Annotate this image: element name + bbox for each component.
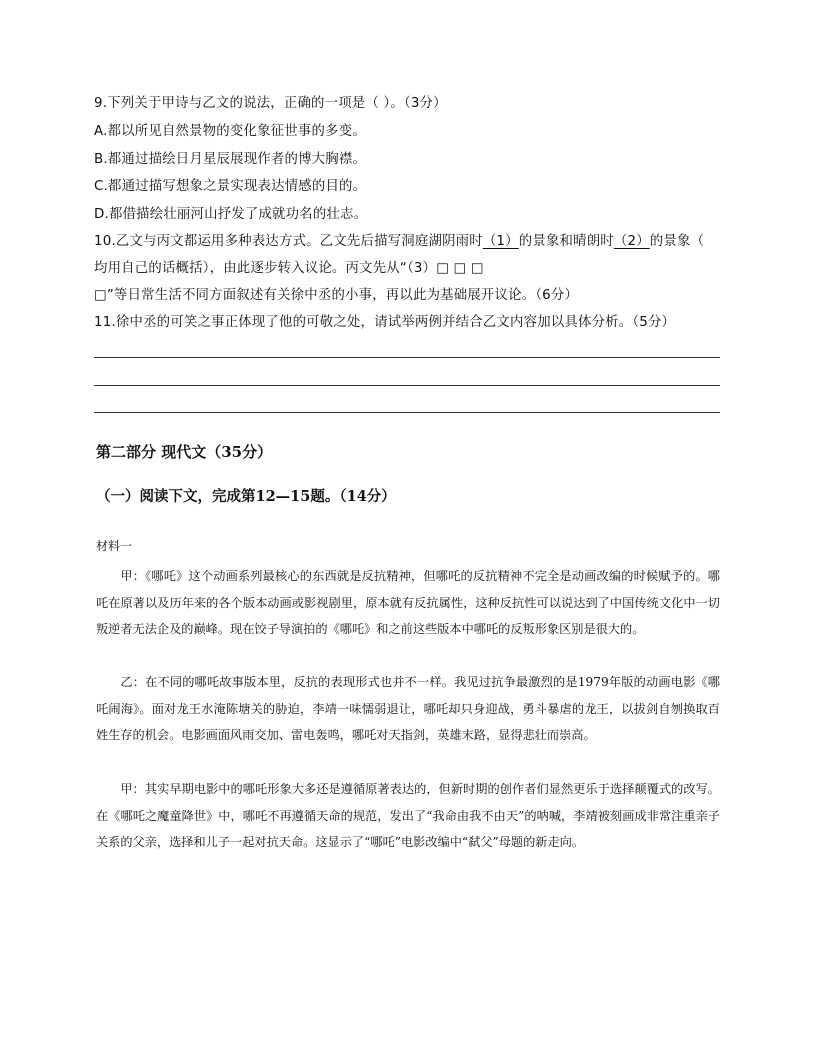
section-subtitle: （一）阅读下文，完成第12—15题。（14分） — [96, 488, 396, 505]
material-label: 材料一 — [96, 539, 133, 553]
question-10-line-2: 均用自己的话概括），由此逐步转入议论。丙文先从“（3）□ □ □ — [94, 261, 484, 276]
material-paragraph-3: 甲：其实早期电影中的哪吒形象大多还是遵循原著表达的，但新时期的创作者们显然更乐于选择颠覆式的改写。在《哪吒之魔童降世》中，哪吒不再遵循天命的规范，发出了“我命由我不由天”的呐喊，李靖被刻画成非常注重亲子关系的父亲，选择和儿子一起对抗天命。这显示了“哪吒”电影改编中“弑父”母题的新走向。 — [96, 782, 720, 850]
section-title: 第二部分 现代文（35分） — [96, 443, 273, 461]
question-11-stem: 11.徐中丞的可笑之事正体现了他的可敬之处，请试举两例并结合乙文内容加以具体分析。（5分） — [94, 315, 676, 330]
answer-line-3 — [94, 412, 720, 413]
question-10-blank-2: （2） — [613, 234, 650, 249]
question-10-text-c: 的景象（ — [649, 234, 705, 249]
answer-line-2 — [94, 385, 720, 386]
question-9-option-b: B.都通过描绘日月星辰展现作者的博大胸襟。 — [94, 152, 367, 167]
question-9-option-d: D.都借描绘壮丽河山抒发了成就功名的壮志。 — [94, 207, 368, 222]
question-10-line-3: □”等日常生活不同方面叙述有关徐中丞的小事，再以此为基础展开议论。（6分） — [94, 288, 579, 303]
question-10-blank-1: （1） — [482, 234, 519, 249]
question-10-line-1 — [94, 233, 704, 251]
question-10-text-a: 10.乙文与丙文都运用多种表达方式。乙文先后描写洞庭湖阴雨时 — [94, 234, 483, 249]
question-10-text-b: 的景象和晴朗时 — [518, 234, 614, 249]
question-9-option-c: C.都通过描写想象之景实现表达情感的目的。 — [94, 179, 367, 194]
question-9-option-a: A.都以所见自然景物的变化象征世事的多变。 — [94, 124, 366, 139]
material-paragraph-2: 乙：在不同的哪吒故事版本里，反抗的表现形式也并不一样。我见过抗争最激烈的是1979年版的动画电影《哪吒闹海》。面对龙王水淹陈塘关的胁迫，李靖一味懦弱退让，哪吒却只身迎战，勇斗暴虐的龙王，以拔剑自刎换取百姓生存的机会。电影画面风雨交加、雷电轰鸣，哪吒对天指剑，英雄末路，显得悲壮而崇高。 — [96, 675, 720, 743]
answer-line-1 — [94, 357, 720, 358]
question-9-stem: 9.下列关于甲诗与乙文的说法，正确的一项是（ ）。（3分） — [94, 96, 447, 111]
material-paragraph-1: 甲：《哪吒》这个动画系列最核心的东西就是反抗精神，但哪吒的反抗精神不完全是动画改编的时候赋予的。哪吒在原著以及历年来的各个版本动画或影视剧里，原本就有反抗属性，这种反抗性可以说达到了中国传统文化中一切叛逆者无法企及的巅峰。现在饺子导演拍的《哪吒》和之前这些版本中哪吒的反叛形象区别是很大的。 — [96, 569, 720, 637]
